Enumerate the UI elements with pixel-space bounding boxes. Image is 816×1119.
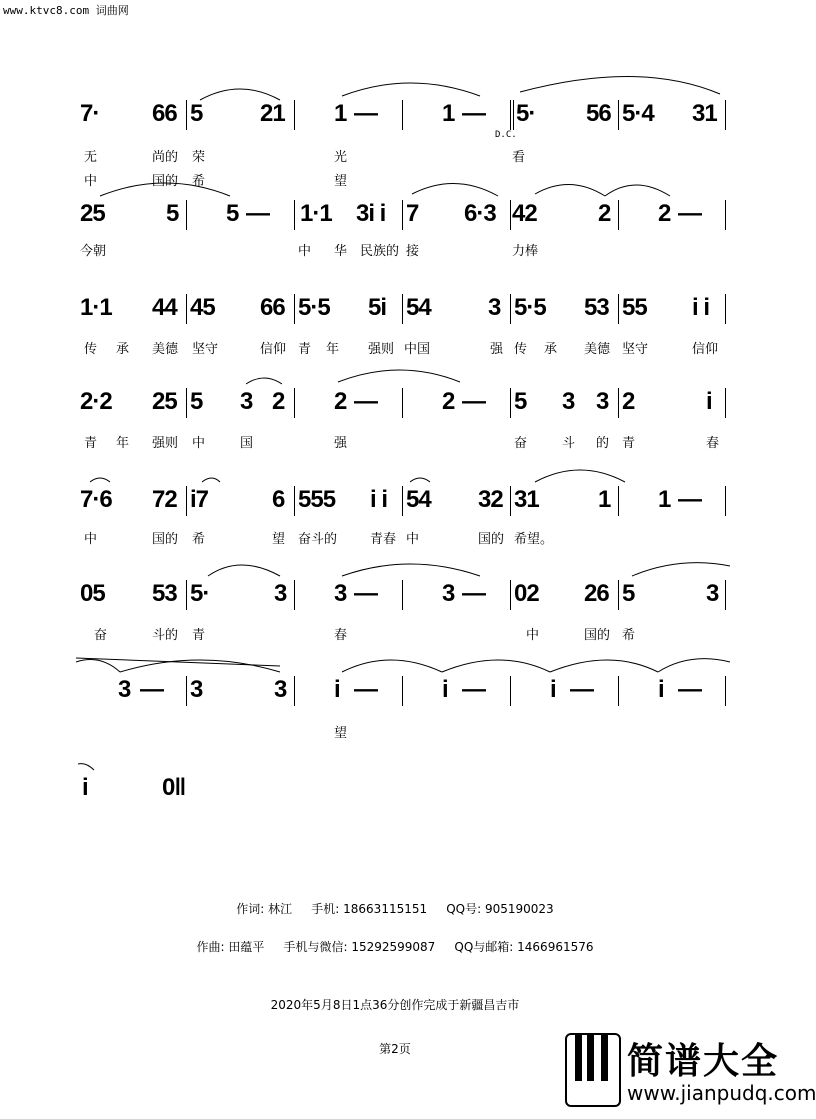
- notes-row-1: [80, 100, 730, 140]
- lyric: 青: [84, 436, 98, 451]
- composer-qq: 1466961576: [517, 940, 594, 954]
- note: 42: [512, 200, 537, 227]
- lyric: 年: [326, 342, 340, 357]
- lyric: 无: [84, 150, 98, 165]
- lyric: 中: [192, 436, 206, 451]
- dash: —: [678, 486, 701, 513]
- note: 5i: [368, 294, 387, 321]
- note: 1: [598, 486, 611, 513]
- note: 54: [406, 294, 431, 321]
- note: 3: [274, 676, 287, 703]
- note: 6: [272, 486, 285, 513]
- score-row-5: [80, 486, 730, 556]
- notes-row-7: [80, 676, 730, 716]
- lyrics-row-5: [80, 528, 730, 546]
- note: 5: [190, 100, 203, 127]
- note: 3: [334, 580, 347, 607]
- lyric: 信仰: [692, 342, 719, 357]
- note: 31: [514, 486, 539, 513]
- lyrics-row-2: [80, 240, 730, 258]
- note: 1: [334, 100, 347, 127]
- note: 5·: [190, 580, 210, 607]
- note: 1: [442, 100, 455, 127]
- note: 5: [622, 580, 635, 607]
- lyric: 希: [192, 532, 206, 547]
- lyric: 美德: [152, 342, 179, 357]
- note: 3: [562, 388, 575, 415]
- score-row-8: [80, 774, 730, 814]
- final-barline: 0‖: [162, 774, 186, 801]
- note: 3: [596, 388, 609, 415]
- note: 66: [260, 294, 285, 321]
- score-row-7: [80, 676, 730, 746]
- dash: —: [678, 676, 701, 703]
- note: 3: [190, 676, 203, 703]
- note: 45: [190, 294, 215, 321]
- notes-row-4: [80, 388, 730, 428]
- lyric: 中国: [404, 342, 431, 357]
- composer-label: 作曲:: [196, 940, 225, 954]
- note: 5·5: [298, 294, 330, 321]
- dash: —: [246, 200, 269, 227]
- lyric: 强则: [152, 436, 179, 451]
- note: 6·3: [464, 200, 496, 227]
- lyric: 青: [298, 342, 312, 357]
- lyric: 斗: [562, 436, 576, 451]
- note: 7·: [80, 100, 100, 127]
- note: i i: [370, 486, 388, 513]
- lyric: 荣: [192, 150, 206, 165]
- note: 56: [586, 100, 611, 127]
- dash: —: [462, 580, 485, 607]
- note: 1·1: [300, 200, 332, 227]
- dash: —: [354, 580, 377, 607]
- lyric: 坚守: [192, 342, 219, 357]
- lyricist-qq-label: QQ号:: [446, 902, 482, 916]
- composer-phone-label: 手机与微信:: [283, 940, 348, 954]
- note: 3i i: [356, 200, 386, 227]
- score-row-4: [80, 388, 730, 458]
- piano-icon: [565, 1033, 621, 1107]
- note: 2: [622, 388, 635, 415]
- note: 32: [478, 486, 503, 513]
- lyric: 中: [298, 244, 312, 259]
- lyric: 希: [192, 174, 206, 189]
- lyric: 国: [240, 436, 254, 451]
- lyric: 承: [116, 342, 130, 357]
- jianpu-logo: [565, 1033, 816, 1113]
- dc-marker: D.C.: [495, 130, 517, 140]
- note: 2: [442, 388, 455, 415]
- notes-row-8: [80, 774, 730, 814]
- note: 3: [442, 580, 455, 607]
- lyric: 中: [84, 174, 98, 189]
- lyricist-phone: 18663115151: [343, 902, 428, 916]
- lyric: 春: [706, 436, 720, 451]
- lyrics-row-1-verse-2: [80, 170, 730, 188]
- logo-url: www.jianpudq.com: [627, 1081, 816, 1105]
- lyric: 中: [526, 628, 540, 643]
- note: 26: [584, 580, 609, 607]
- lyric: 青: [192, 628, 206, 643]
- note: i i: [692, 294, 710, 321]
- lyric: 奋: [514, 436, 528, 451]
- lyricist-label: 作词:: [236, 902, 265, 916]
- lyric: 青春: [370, 532, 397, 547]
- lyric: 的: [596, 436, 610, 451]
- note: 54: [406, 486, 431, 513]
- note: 1·1: [80, 294, 112, 321]
- note: 02: [514, 580, 539, 607]
- note: 2·2: [80, 388, 112, 415]
- note: 55: [622, 294, 647, 321]
- note: 5·4: [622, 100, 654, 127]
- lyricist-phone-label: 手机:: [311, 902, 340, 916]
- note: 3: [240, 388, 253, 415]
- lyric: 奋斗的: [298, 532, 338, 547]
- lyric: 强则: [368, 342, 395, 357]
- composer-phone: 15292599087: [351, 940, 436, 954]
- composer-line: [0, 938, 790, 955]
- note: 555: [298, 486, 336, 513]
- note: 3: [274, 580, 287, 607]
- lyric: 斗的: [152, 628, 179, 643]
- dash: —: [462, 388, 485, 415]
- lyric: 中: [84, 532, 98, 547]
- date-line: 2020年5月8日1点36分创作完成于新疆昌吉市: [270, 998, 520, 1012]
- note: i: [82, 774, 88, 801]
- note: 7·6: [80, 486, 112, 513]
- note: 2: [598, 200, 611, 227]
- note: 53: [152, 580, 177, 607]
- lyrics-row-6: [80, 624, 730, 642]
- dash: —: [354, 100, 377, 127]
- note: i7: [190, 486, 209, 513]
- dash: —: [462, 100, 485, 127]
- dash: —: [354, 676, 377, 703]
- lyrics-row-7: [80, 722, 730, 740]
- lyric: 尚的: [152, 150, 179, 165]
- note: 53: [584, 294, 609, 321]
- lyric: 光: [334, 150, 348, 165]
- lyric: 美德: [584, 342, 611, 357]
- score-row-2: [80, 200, 730, 270]
- note: i: [658, 676, 664, 703]
- note: 3: [118, 676, 131, 703]
- lyric: 奋: [94, 628, 108, 643]
- note: 72: [152, 486, 177, 513]
- lyric: 国的: [584, 628, 611, 643]
- notes-row-2: [80, 200, 730, 240]
- note: 3: [706, 580, 719, 607]
- lyric: 中: [406, 532, 420, 547]
- lyric: 力棒: [512, 244, 539, 259]
- lyric: 国的: [152, 174, 179, 189]
- lyric: 强: [490, 342, 504, 357]
- note: 7: [406, 200, 419, 227]
- lyricist-line: [0, 900, 790, 917]
- lyric: 接: [406, 244, 420, 259]
- lyric: 望: [334, 174, 348, 189]
- logo-title: 简谱大全: [627, 1041, 780, 1082]
- note: i: [334, 676, 340, 703]
- note: 5·5: [514, 294, 546, 321]
- note: i: [706, 388, 712, 415]
- score-row-6: [80, 580, 730, 650]
- note: 2: [334, 388, 347, 415]
- composer-qq-label: QQ与邮箱:: [454, 940, 514, 954]
- note: 5: [514, 388, 527, 415]
- page-number: 第2页: [379, 1042, 411, 1056]
- note: 31: [692, 100, 717, 127]
- note: 2: [272, 388, 285, 415]
- dash: —: [462, 676, 485, 703]
- note: 25: [152, 388, 177, 415]
- lyrics-row-4: [80, 432, 730, 450]
- lyric: 希: [622, 628, 636, 643]
- notes-row-6: [80, 580, 730, 620]
- note: 5·: [516, 100, 536, 127]
- dash: —: [570, 676, 593, 703]
- lyric: 华: [334, 244, 348, 259]
- note: i: [442, 676, 448, 703]
- composer-name: 田蕴平: [228, 940, 265, 954]
- note: 2: [658, 200, 671, 227]
- note: 21: [260, 100, 285, 127]
- lyric: 今朝: [80, 244, 107, 259]
- lyricist-name: 林江: [268, 902, 293, 916]
- dash: —: [140, 676, 163, 703]
- lyric: 望: [272, 532, 286, 547]
- note: 05: [80, 580, 105, 607]
- score-row-1: [80, 100, 730, 200]
- lyric: 看: [512, 150, 526, 165]
- dash: —: [678, 200, 701, 227]
- lyric: 青: [622, 436, 636, 451]
- lyric: 承: [544, 342, 558, 357]
- lyric: 传: [84, 342, 98, 357]
- lyric: 年: [116, 436, 130, 451]
- note: 44: [152, 294, 177, 321]
- dash: —: [354, 388, 377, 415]
- lyric: 民族的: [360, 244, 400, 259]
- note: 5: [190, 388, 203, 415]
- lyrics-row-1-verse-1: [80, 146, 730, 164]
- note: 66: [152, 100, 177, 127]
- lyric: 信仰: [260, 342, 287, 357]
- lyric: 望: [334, 726, 348, 741]
- notes-row-5: [80, 486, 730, 526]
- lyric: 国的: [152, 532, 179, 547]
- site-header: www.ktvc8.com 词曲网: [3, 4, 129, 17]
- score-row-3: [80, 294, 730, 364]
- note: 1: [658, 486, 671, 513]
- note: 25: [80, 200, 105, 227]
- lyric: 坚守: [622, 342, 649, 357]
- lyric: 传: [514, 342, 528, 357]
- note: i: [550, 676, 556, 703]
- lyrics-row-3: [80, 338, 730, 356]
- note: 3: [488, 294, 501, 321]
- notes-row-3: [80, 294, 730, 334]
- lyric: 强: [334, 436, 348, 451]
- lyric: 希望。: [514, 532, 554, 547]
- note: 5: [226, 200, 239, 227]
- lyric: 春: [334, 628, 348, 643]
- note: 5: [166, 200, 179, 227]
- lyricist-qq: 905190023: [484, 902, 554, 916]
- lyric: 国的: [478, 532, 505, 547]
